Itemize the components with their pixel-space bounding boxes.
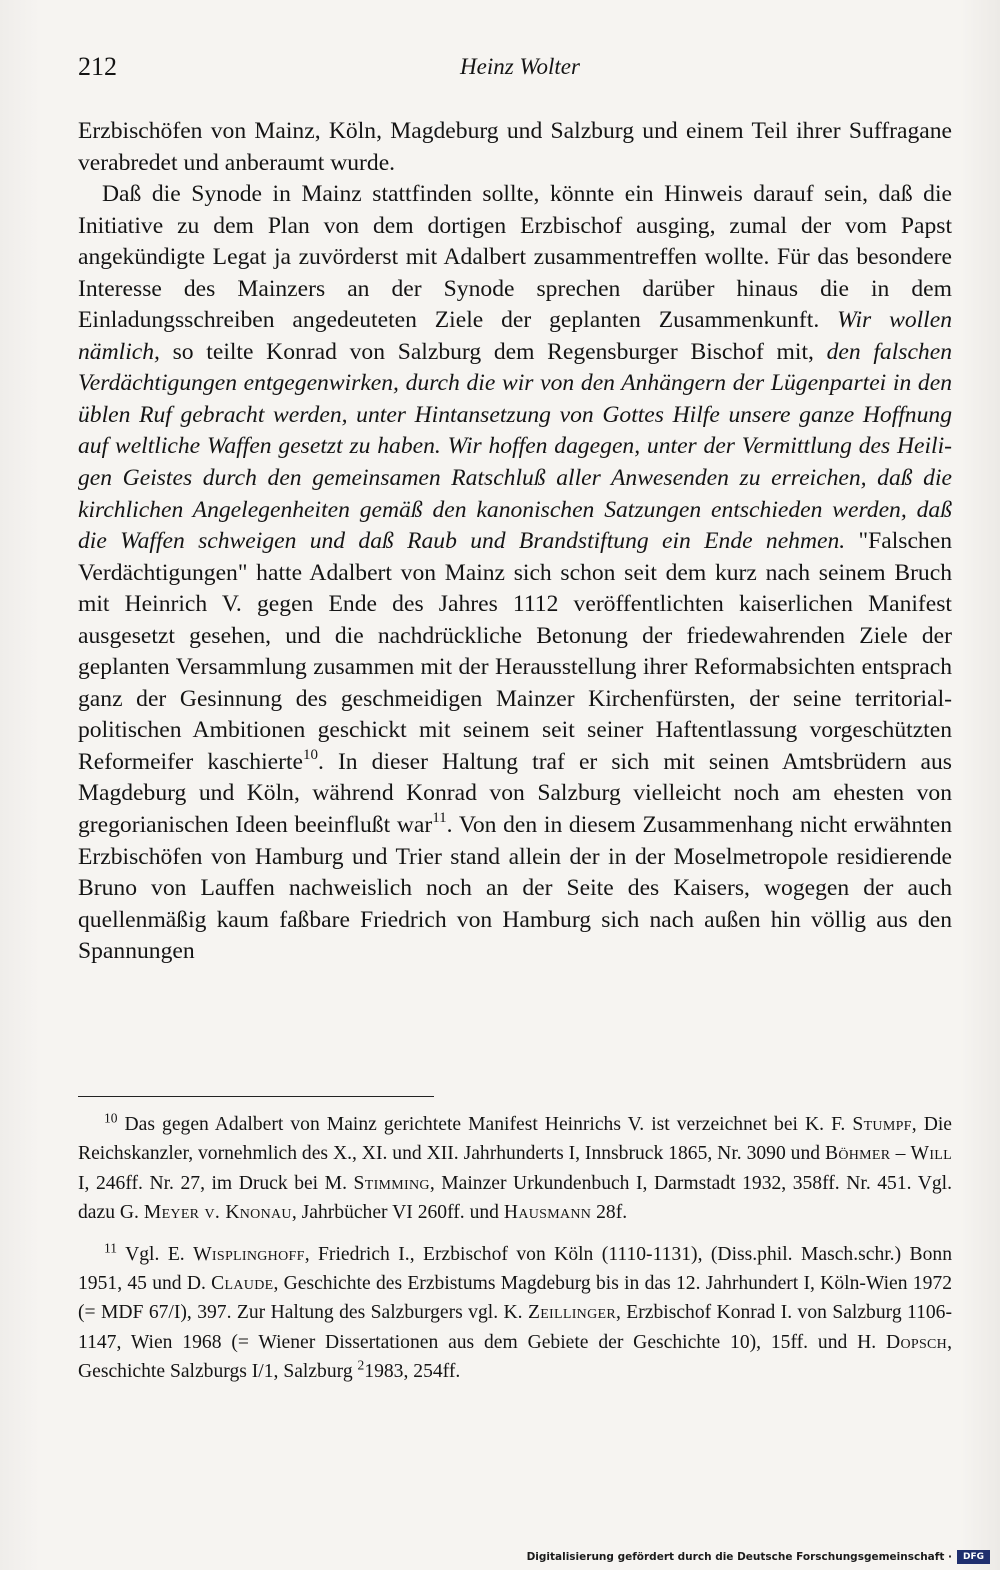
footnote-ref-10[interactable]: 10 (302, 747, 318, 764)
running-title: Heinz Wolter (460, 54, 580, 79)
paragraph-1: Erzbischöfen von Mainz, Köln, Magdeburg und Salzburg und einem Teil ihrer Suffragane verabredet und anberaumt wurde. (78, 118, 952, 176)
quote-italic: Wir wollen nämlich, (78, 307, 953, 365)
text-run: Daß die Synode in Mainz stattfinden sollte, könnte ein Hinweis darauf sein, daß die Initiative zu dem Plan von dem dortigen Erzbischof ausging, zumal der vom Papst angekündigte Legat ja zuvörderst mit Adalbert zusammentreffen wollte. Für das besondere Interesse des Mainzers an der Synode sprechen darüber hinaus die in dem Einladungsschreiben angedeuteten Ziele der geplanten Zusammenkunft. (78, 181, 952, 334)
text-run: . In dieser Haltung traf er sich mit seinen Amtsbrüdern aus Magdeburg und Köln, während Konrad von Salzburg vielleicht noch am ehesten von gregorianischen Ideen beeinflußt war (78, 748, 952, 839)
text-run: so teilte Konrad von Salzburg dem Regensburger Bischof mit, (159, 338, 827, 365)
footnote-text: , Mainzer Urkundenbuch I, Darmstadt 1932, 358ff. Nr. 451. Vgl. dazu G. (78, 1172, 952, 1224)
footnote-text: , Jahrbücher VI 260ff. und (291, 1202, 504, 1224)
dfg-logo-icon: DFG (957, 1550, 990, 1564)
footnote-text: I, 246ff. Nr. 27, im Druck bei M. (78, 1172, 354, 1194)
footnote-text: 28f. (591, 1202, 628, 1224)
footnote-10 (78, 1110, 952, 1228)
author-name: Stimming (353, 1172, 430, 1194)
footnote-number: 11 (104, 1240, 117, 1256)
footnote-text: 1983, 254ff. (364, 1361, 461, 1383)
footnote-text: , Friedrich I., Erzbischof von Köln (1110-1131), (Diss.phil. Masch.schr.) Bonn 1951, 45 und D. (78, 1243, 952, 1295)
author-name: Böhmer – Will (824, 1143, 953, 1165)
body-text (78, 116, 952, 968)
author-name: Stumpf (852, 1114, 912, 1135)
quote-italic: den falschen Verdächtigungen entgegenwirken, durch die wir von den Anhängern der Lügenpartei in den üblen Ruf gebracht werden, unter Hintansetzung von Gottes Hilfe unsere ganze Hoffnung auf weltliche Waffen gesetzt zu haben. Wir hoffen dagegen, unter der Vermittlung des Heiligen Geistes durch den gemeinsamen Ratschluß aller Anwesenden zu erreichen, daß die kirchlichen Angelegenheiten gemäß den kanonischen Satzungen entschieden werden, daß die Waffen schweigen und daß Raub und Brandstiftung ein Ende nehmen. (78, 338, 952, 555)
footnote-text: , Erzbischof Konrad I. von Salzburg 1106-1147, Wien 1968 (= Wiener Dissertationen aus dem Gebiete der Geschichte 10), 15ff. und H. (78, 1302, 952, 1353)
text-run: "Falschen Verdächtigungen" hatte Adalbert von Mainz sich schon seit dem kurz nach seinem Bruch mit Heinrich V. gegen Ende des Jahres 1112 veröffentlichten kaiserlichen Manifest ausgesetzt gesehen, und die nachdrückliche Betonung der friedewahrenden Ziele der geplanten Versammlung zusammen mit der Herausstellung ihrer Reformabsichten entsprach ganz der Gesinnung des geschmeidigen Mainzer Kirchenfürsten, der seine territorialpolitischen Ambitionen geschickt mit seinem seit seiner Haftentlassung vorgeschützten Reformeifer kaschierte (78, 528, 952, 775)
author-name: Zeillinger (527, 1302, 616, 1324)
author-name: Claude (211, 1273, 274, 1295)
footnotes (78, 1110, 952, 1387)
author-name: Meyer v. Knonau (143, 1202, 292, 1224)
author-name: Hausmann (503, 1202, 592, 1224)
author-name: Wisplinghoff (193, 1243, 305, 1265)
footnote-11 (78, 1240, 952, 1387)
footnote-ref-11[interactable]: 11 (432, 810, 447, 827)
author-name: Dopsch (886, 1331, 948, 1353)
footnote-text: Das gegen Adalbert von Mainz gerichtete Manifest Heinrichs V. ist verzeichnet bei K. F. (124, 1114, 853, 1135)
footnote-text: Vgl. E. (125, 1243, 194, 1265)
paragraph-2 (78, 179, 952, 968)
edition-superscript: 2 (357, 1357, 365, 1373)
footnote-divider (78, 1096, 434, 1097)
footnote-text: , Geschichte des Erzbistums Magdeburg bis in das 12. Jahrhundert I, Köln-Wien 1972 (= MDF 67/I), 397. Zur Haltung des Salzburgers vgl. K. (78, 1273, 952, 1324)
digitization-credit: Digitalisierung gefördert durch die Deutsche Forschungsgemeinschaft · (526, 1551, 952, 1563)
footnote-text: , Die Reichskanzler, vornehmlich des X., XI. und XII. Jahrhunderts I, Innsbruck 1865, Nr. 3090 und (78, 1114, 952, 1165)
footnote-text: , Geschichte Salzburgs I/1, Salzburg (78, 1331, 952, 1383)
page-number: 212 (78, 52, 117, 81)
text-run: . Von den in diesem Zusammenhang nicht erwähnten Erzbischöfen von Hamburg und Trier stand allein der in der Moselmetropole residierende Bruno von Lauffen nachweislich noch an der Seite des Kaisers, wogegen der auch quellenmäßig kaum faßbare Friedrich von Hamburg sich nach außen hin völlig aus den Spannungen (78, 812, 952, 965)
footnote-number: 10 (104, 1110, 118, 1126)
